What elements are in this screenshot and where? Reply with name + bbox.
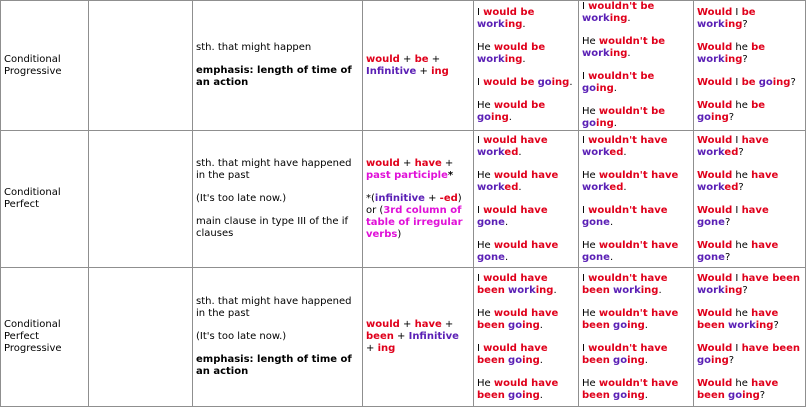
example-sentence <box>582 308 690 332</box>
text-segment: be <box>751 100 766 111</box>
text-segment: Would <box>697 100 733 111</box>
text-segment: I <box>477 134 484 146</box>
text-segment: go <box>508 319 523 331</box>
text-segment: past participle <box>366 169 448 181</box>
text-segment: He <box>582 307 599 319</box>
text-segment: ? <box>728 112 735 123</box>
text-segment: main clause in type III of the if clauses <box>196 216 348 239</box>
text-segment: go <box>537 77 552 88</box>
text-segment: ? <box>724 216 731 228</box>
text-segment: I <box>477 204 484 216</box>
text-segment: go <box>477 112 492 123</box>
text-segment: ing <box>627 354 645 366</box>
example-sentence <box>477 308 575 332</box>
text-segment: . <box>644 389 648 401</box>
text-segment: . <box>609 251 614 263</box>
example-sentence <box>477 205 575 229</box>
text-segment: gone <box>582 251 610 263</box>
text-segment: wouldn't be <box>588 1 655 12</box>
text-segment: would be <box>483 77 535 88</box>
example-sentence <box>582 205 690 229</box>
text-segment: he <box>732 307 752 319</box>
text-segment: sth. that might have happened in the past <box>196 158 352 181</box>
example-sentence <box>477 135 575 159</box>
text-segment: go <box>697 112 712 123</box>
text-segment: sth. that might have happened in the past <box>196 296 352 319</box>
text-segment: have been <box>741 342 801 354</box>
text-segment: . <box>609 216 614 228</box>
text-segment: I <box>732 342 742 354</box>
example-sentence <box>697 42 802 66</box>
text-segment: he <box>732 100 752 111</box>
text-segment: He <box>477 377 494 389</box>
table-row <box>1 268 806 407</box>
text-segment: have <box>741 204 769 216</box>
text-segment: He <box>477 169 494 181</box>
text-segment: I <box>732 272 742 284</box>
text-segment: He <box>477 100 494 111</box>
text-segment: Would <box>697 377 733 389</box>
text-segment: have been <box>741 272 801 284</box>
negative-examples-cell <box>579 268 694 407</box>
example-sentence <box>697 240 802 264</box>
text-segment: emphasis: length of time of an action <box>196 65 352 88</box>
text-segment: + <box>441 157 454 169</box>
text-segment: ing <box>724 284 743 296</box>
text-segment: would be <box>483 7 535 18</box>
text-segment: (It's too late now.) <box>196 331 287 342</box>
text-segment: would be <box>493 42 546 53</box>
text-segment: ? <box>759 389 766 401</box>
text-segment: . <box>627 13 631 24</box>
example-sentence <box>697 77 802 89</box>
text-segment: go <box>697 354 712 366</box>
text-segment: ed <box>609 181 624 193</box>
text-segment: wouldn't have been <box>582 307 679 331</box>
text-segment: I <box>582 71 589 82</box>
text-segment: Infinitive <box>366 65 417 77</box>
text-segment: He <box>477 239 494 251</box>
text-segment: I <box>477 77 484 88</box>
text-segment: * <box>447 169 454 181</box>
text-segment: be <box>751 42 766 53</box>
text-segment: I <box>477 272 484 284</box>
text-segment: work <box>582 48 610 59</box>
use-line <box>196 354 359 378</box>
text-segment: . <box>504 251 509 263</box>
question-examples-cell <box>694 268 806 407</box>
text-segment: ing <box>772 77 791 88</box>
text-segment: work <box>613 284 641 296</box>
text-segment: go <box>613 389 628 401</box>
text-segment: go <box>582 83 597 94</box>
example-sentence <box>477 77 575 89</box>
example-sentence <box>477 343 575 367</box>
affirmative-examples-cell <box>474 268 579 407</box>
text-segment: would <box>366 157 400 169</box>
text-segment: work <box>697 146 725 158</box>
text-segment: + <box>366 343 378 354</box>
text-segment: wouldn't have <box>588 204 668 216</box>
text-segment: ed <box>504 146 519 158</box>
text-segment: Would <box>697 77 733 88</box>
use-line <box>196 296 359 320</box>
text-segment: . <box>522 19 526 30</box>
use-line <box>196 331 359 343</box>
example-sentence <box>582 170 690 194</box>
text-segment: ed <box>504 181 519 193</box>
text-segment: . <box>613 118 617 129</box>
text-segment: ed <box>724 146 739 158</box>
example-sentence <box>582 36 690 60</box>
table-row <box>1 1 806 131</box>
text-segment: *( <box>366 192 375 204</box>
text-segment: He <box>582 169 599 181</box>
text-segment: I <box>732 77 742 88</box>
text-segment: . <box>553 284 557 296</box>
text-segment: I <box>732 134 742 146</box>
text-segment: work <box>477 146 505 158</box>
text-segment: work <box>477 181 505 193</box>
text-segment: would be <box>493 100 546 111</box>
example-sentence <box>582 71 690 95</box>
example-sentence <box>697 170 802 194</box>
text-segment: ? <box>742 54 748 65</box>
text-segment: + <box>399 157 415 169</box>
text-segment: I <box>477 7 484 18</box>
text-segment: ing <box>755 319 774 331</box>
text-segment: . <box>569 77 573 88</box>
example-sentence <box>697 308 802 332</box>
text-segment: work <box>697 19 725 30</box>
text-segment: ing <box>522 319 540 331</box>
text-segment: ing <box>377 343 396 354</box>
text-segment: + <box>399 319 415 330</box>
text-segment: work <box>508 284 536 296</box>
affirmative-examples-cell <box>474 1 579 131</box>
text-segment: be <box>414 53 429 65</box>
text-segment: have been <box>697 377 779 401</box>
empty-cell <box>89 131 193 268</box>
text-segment: ing <box>431 65 449 77</box>
text-segment: ing <box>535 284 554 296</box>
text-segment: would <box>366 319 400 330</box>
example-sentence <box>477 378 575 402</box>
negative-examples-cell <box>579 1 694 131</box>
text-segment: I <box>582 134 589 146</box>
text-segment: ing <box>596 118 614 129</box>
text-segment: ing <box>711 354 729 366</box>
example-sentence <box>477 100 575 124</box>
text-segment: Infinitive <box>408 331 459 342</box>
text-segment: gone <box>582 216 610 228</box>
example-sentence <box>697 100 802 124</box>
text-segment: ed <box>609 146 624 158</box>
text-segment: gone <box>697 251 725 263</box>
text-segment: Would <box>697 7 733 18</box>
text-segment: wouldn't have <box>598 239 679 251</box>
example-sentence <box>697 7 802 31</box>
example-sentence <box>582 106 690 130</box>
tense-name-cell: Conditional Perfect Progressive <box>1 268 89 407</box>
text-segment: Would <box>697 272 733 284</box>
example-sentence <box>697 378 802 402</box>
text-segment: gone <box>477 251 505 263</box>
text-segment: ? <box>773 319 779 331</box>
text-segment: . <box>658 284 662 296</box>
use-cell <box>193 268 363 407</box>
text-segment: have <box>751 239 779 251</box>
text-segment: ing <box>640 284 659 296</box>
text-segment: Would <box>697 204 733 216</box>
affirmative-examples-cell <box>474 131 579 268</box>
text-segment: ) or ( <box>366 192 462 216</box>
text-segment: he <box>732 239 752 251</box>
text-segment: ? <box>738 181 744 193</box>
text-segment: ing <box>609 48 628 59</box>
text-segment: . <box>508 112 512 123</box>
text-segment: would have <box>493 169 559 181</box>
use-line <box>196 158 359 182</box>
text-segment: 3rd column of table of irregular verbs <box>366 204 463 240</box>
text-segment: go <box>508 354 523 366</box>
text-segment: wouldn't have been <box>582 377 679 401</box>
text-segment: ? <box>790 77 796 88</box>
example-sentence <box>697 273 802 297</box>
text-segment: wouldn't have <box>588 134 668 146</box>
form-cell <box>363 1 474 131</box>
text-segment: would have been <box>477 377 559 401</box>
text-segment: he <box>732 169 752 181</box>
text-segment: have <box>414 157 442 169</box>
text-segment: ed <box>724 181 739 193</box>
text-segment: ing <box>596 83 614 94</box>
text-segment: go <box>613 319 628 331</box>
text-segment: be <box>741 77 756 88</box>
use-line <box>196 42 359 54</box>
example-sentence <box>582 273 690 297</box>
text-segment: would have been <box>477 342 548 366</box>
text-segment: -ed <box>439 192 458 204</box>
text-segment: work <box>582 146 610 158</box>
text-segment: + <box>441 319 454 330</box>
text-segment: . <box>518 146 522 158</box>
text-segment: Would <box>697 42 733 53</box>
text-segment: sth. that might happen <box>196 42 312 53</box>
example-sentence <box>477 7 575 31</box>
text-segment: . <box>627 48 631 59</box>
form-cell <box>363 131 474 268</box>
text-segment: go <box>508 389 523 401</box>
text-segment: . <box>518 181 522 193</box>
use-cell <box>193 131 363 268</box>
text-segment: (It's too late now.) <box>196 193 287 204</box>
text-segment: ing <box>522 389 540 401</box>
example-sentence <box>477 42 575 66</box>
text-segment: Would <box>697 239 733 251</box>
text-segment: have <box>751 169 779 181</box>
text-segment: ing <box>609 13 628 24</box>
text-segment: go <box>758 77 773 88</box>
text-segment: He <box>582 106 599 117</box>
text-segment: ? <box>724 251 731 263</box>
text-segment: . <box>539 319 543 331</box>
text-segment: I <box>477 342 484 354</box>
text-segment: + <box>416 65 432 77</box>
text-segment: go <box>613 354 628 366</box>
text-segment: been <box>366 331 394 342</box>
text-segment: wouldn't have been <box>582 342 668 366</box>
example-sentence <box>697 343 802 367</box>
text-segment: He <box>477 307 494 319</box>
text-segment: I <box>582 204 589 216</box>
example-sentence <box>477 273 575 297</box>
text-segment: . <box>644 354 648 366</box>
text-segment: work <box>582 13 610 24</box>
example-sentence <box>582 343 690 367</box>
text-segment: ? <box>728 354 735 366</box>
text-segment: . <box>613 83 617 94</box>
text-segment: . <box>623 146 627 158</box>
text-segment: work <box>582 181 610 193</box>
text-segment: work <box>697 181 725 193</box>
text-segment: ? <box>738 146 744 158</box>
text-segment: have been <box>697 307 779 331</box>
text-segment: ing <box>724 19 743 30</box>
text-segment: would <box>366 53 400 65</box>
text-segment: work <box>728 319 756 331</box>
text-segment: . <box>522 54 526 65</box>
text-segment: He <box>582 239 599 251</box>
text-segment: gone <box>697 216 725 228</box>
text-segment: would have <box>483 134 548 146</box>
text-segment: + <box>428 53 441 65</box>
text-segment: wouldn't be <box>598 106 666 117</box>
example-sentence <box>582 240 690 264</box>
example-sentence <box>477 170 575 194</box>
text-segment: ing <box>491 112 509 123</box>
text-segment: he <box>732 377 752 389</box>
text-segment: He <box>582 36 599 47</box>
text-segment: He <box>582 377 599 389</box>
text-segment: . <box>539 389 543 401</box>
text-segment: wouldn't have been <box>582 272 668 296</box>
text-segment: wouldn't be <box>598 36 666 47</box>
formula-line <box>366 158 470 182</box>
text-segment: ing <box>627 319 645 331</box>
text-segment: ) <box>397 228 402 240</box>
text-segment: Would <box>697 342 733 354</box>
text-segment: gone <box>477 216 505 228</box>
formula-line <box>366 319 470 355</box>
example-sentence <box>477 240 575 264</box>
form-cell <box>363 268 474 407</box>
formula-line <box>366 193 470 241</box>
tense-name-cell: Conditional Progressive <box>1 1 89 131</box>
text-segment: . <box>539 354 543 366</box>
text-segment: would have <box>493 239 559 251</box>
use-line <box>196 216 359 240</box>
text-segment: I <box>582 342 589 354</box>
text-segment: wouldn't be <box>588 71 655 82</box>
text-segment: be <box>741 7 756 18</box>
empty-cell <box>89 1 193 131</box>
text-segment: Would <box>697 307 733 319</box>
text-segment: Would <box>697 169 733 181</box>
text-segment: ing <box>522 354 540 366</box>
use-cell <box>193 1 363 131</box>
formula-line <box>366 54 470 78</box>
text-segment: I <box>582 272 589 284</box>
text-segment: have <box>741 134 769 146</box>
example-sentence <box>697 135 802 159</box>
text-segment: ? <box>742 284 748 296</box>
question-examples-cell <box>694 1 806 131</box>
tense-name-cell: Conditional Perfect <box>1 131 89 268</box>
text-segment: + <box>424 192 440 204</box>
text-segment: wouldn't have <box>598 169 679 181</box>
text-segment: . <box>644 319 648 331</box>
text-segment: ing <box>504 19 523 30</box>
text-segment: would have been <box>477 307 559 331</box>
negative-examples-cell <box>579 131 694 268</box>
empty-cell <box>89 268 193 407</box>
question-examples-cell <box>694 131 806 268</box>
use-line <box>196 193 359 205</box>
text-segment: work <box>477 54 505 65</box>
text-segment: I <box>732 204 742 216</box>
example-sentence <box>582 135 690 159</box>
text-segment: ing <box>724 54 743 65</box>
text-segment: Would <box>697 134 733 146</box>
example-sentence <box>582 1 690 25</box>
text-segment: go <box>728 389 743 401</box>
text-segment: + <box>393 331 409 342</box>
text-segment: ing <box>627 389 645 401</box>
text-segment: work <box>697 284 725 296</box>
text-segment: he <box>732 42 752 53</box>
text-segment: ing <box>504 54 523 65</box>
text-segment: . <box>623 181 627 193</box>
text-segment: + <box>399 53 415 65</box>
text-segment: would have <box>483 204 548 216</box>
use-line <box>196 65 359 89</box>
text-segment: . <box>504 216 509 228</box>
text-segment: ? <box>742 19 748 30</box>
text-segment: infinitive <box>374 192 425 204</box>
text-segment: have <box>414 319 442 330</box>
example-sentence <box>697 205 802 229</box>
text-segment: emphasis: length of time of an action <box>196 354 352 377</box>
text-segment: I <box>732 7 742 18</box>
text-segment: He <box>477 42 494 53</box>
text-segment: ing <box>711 112 729 123</box>
text-segment: ing <box>742 389 760 401</box>
text-segment: go <box>582 118 597 129</box>
text-segment: ing <box>551 77 570 88</box>
text-segment: work <box>697 54 725 65</box>
text-segment: I <box>582 1 589 12</box>
example-sentence <box>582 378 690 402</box>
text-segment: work <box>477 19 505 30</box>
table-row <box>1 131 806 268</box>
text-segment: would have been <box>477 272 548 296</box>
